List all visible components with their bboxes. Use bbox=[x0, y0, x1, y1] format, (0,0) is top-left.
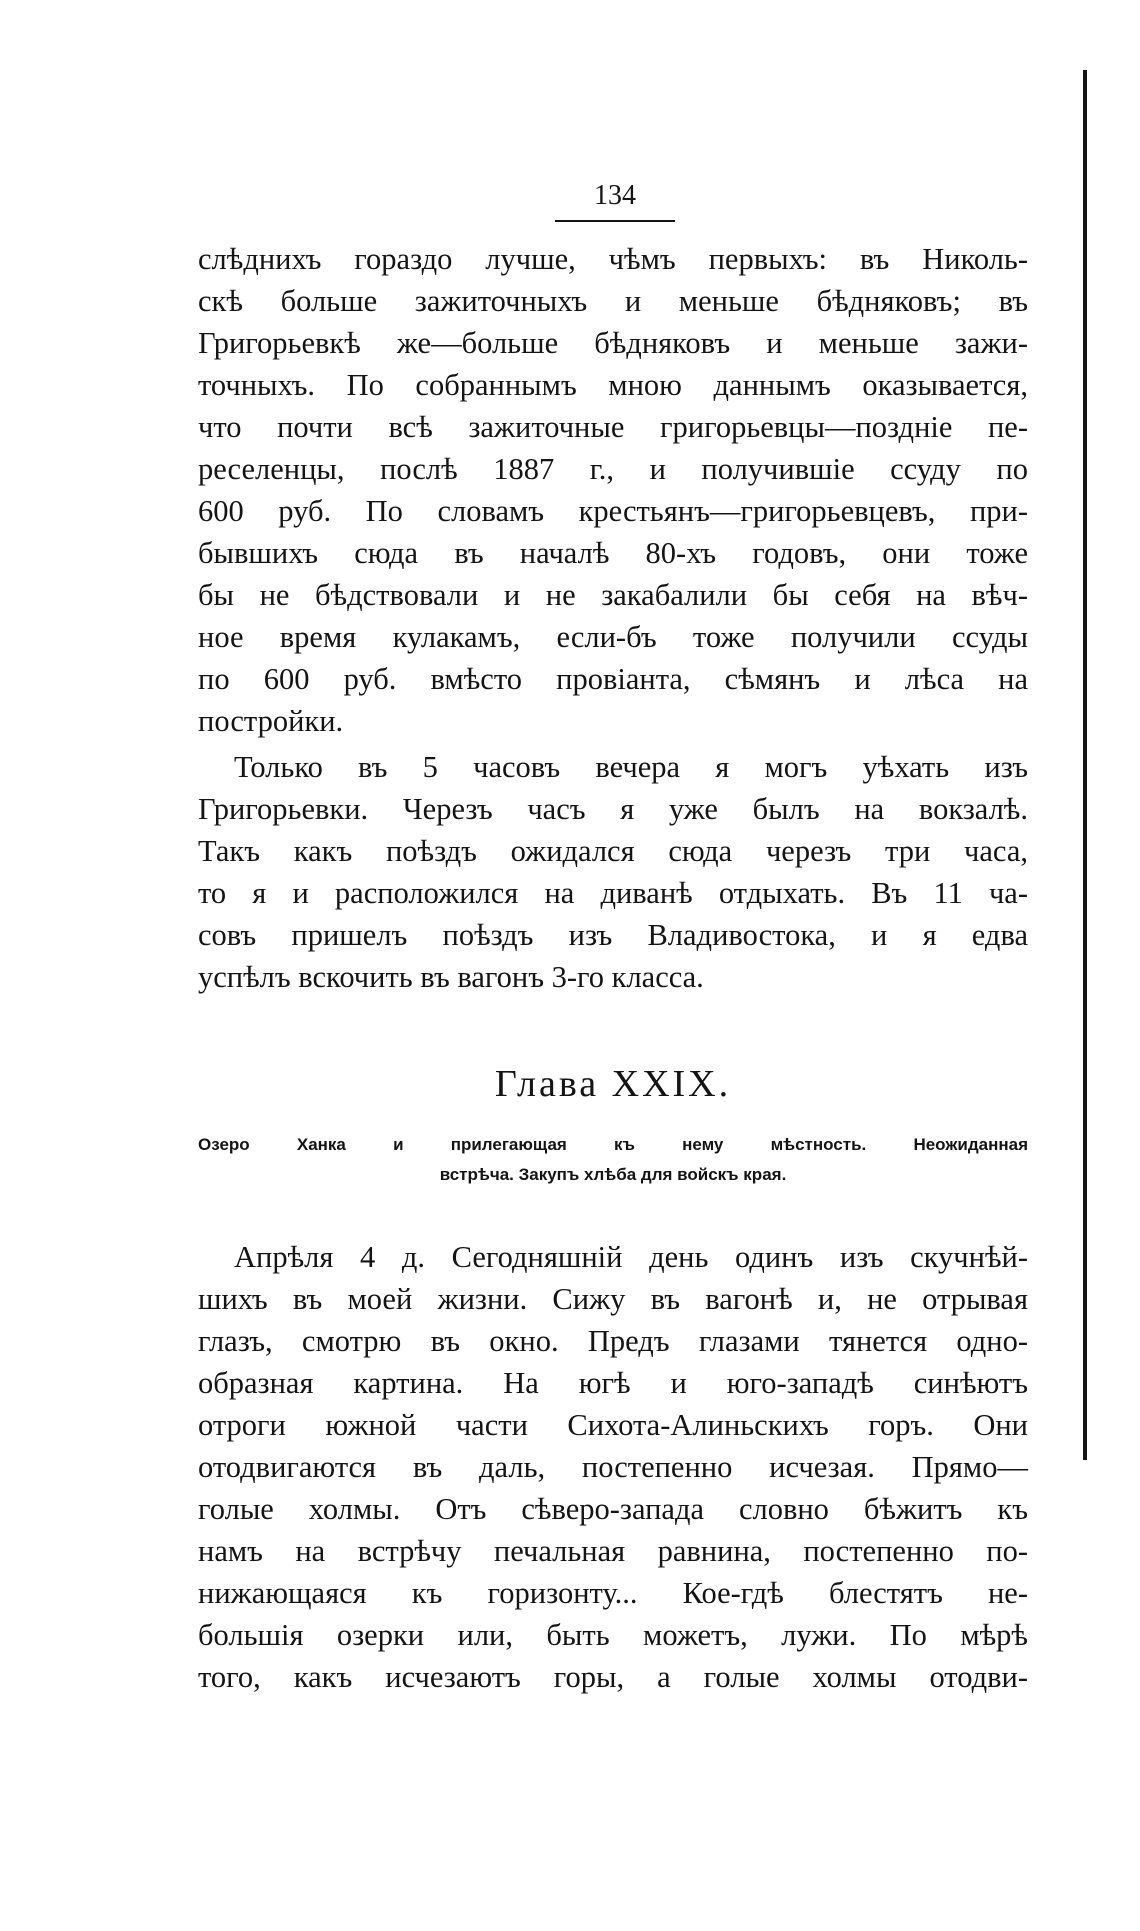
text-line: намъ на встрѣчу печальная равнина, постепенно по- bbox=[198, 1534, 1028, 1568]
summary-line: Озеро Ханка и прилегающая къ нему мѣстность. Неожиданная bbox=[198, 1135, 1028, 1154]
text-line: Григорьевкѣ же—больше бѣдняковъ и меньше зажи- bbox=[198, 326, 1028, 360]
text-line: Только въ 5 часовъ вечера я могъ уѣхать изъ bbox=[234, 750, 1028, 784]
chapter-title: Глава XXIX. bbox=[494, 1063, 732, 1105]
text-line: того, какъ исчезаютъ горы, а голые холмы отодви- bbox=[198, 1660, 1028, 1694]
paragraph-2 bbox=[198, 746, 1028, 998]
text-line: совъ пришелъ поѣздъ изъ Владивостока, и я едва bbox=[198, 918, 1028, 952]
text-line: успѣлъ вскочить въ вагонъ 3-го класса. bbox=[198, 960, 704, 994]
text-line: отроги южной части Сихота-Алиньскихъ горъ. Они bbox=[198, 1408, 1028, 1442]
chapter-summary bbox=[198, 1130, 1028, 1190]
text-line: большія озерки или, быть можетъ, лужи. По мѣрѣ bbox=[198, 1618, 1028, 1652]
text-line: бывшихъ сюда въ началѣ 80-хъ годовъ, они тоже bbox=[198, 536, 1028, 570]
text-line: голые холмы. Отъ сѣверо-запада словно бѣжитъ къ bbox=[198, 1492, 1028, 1526]
text-line: отодвигаются въ даль, постепенно исчезая. Прямо— bbox=[198, 1450, 1028, 1484]
text-line: слѣднихъ гораздо лучше, чѣмъ первыхъ: въ Николь- bbox=[198, 242, 1028, 276]
text-line: шихъ въ моей жизни. Сижу въ вагонѣ и, не отрывая bbox=[198, 1282, 1028, 1316]
text-line: по 600 руб. вмѣсто провіанта, сѣмянъ и лѣса на bbox=[198, 662, 1028, 696]
text-line: точныхъ. По собраннымъ мною даннымъ оказывается, bbox=[198, 368, 1028, 402]
text-line: ное время кулакамъ, если-бъ тоже получили ссуды bbox=[198, 620, 1028, 654]
scan-edge-line bbox=[1083, 70, 1087, 1460]
text-line: постройки. bbox=[198, 704, 344, 738]
text-line: что почти всѣ зажиточные григорьевцы—поздніе пе- bbox=[198, 410, 1028, 444]
paragraph-3 bbox=[198, 1236, 1028, 1698]
text-line: Апрѣля 4 д. Сегодняшній день одинъ изъ скучнѣй- bbox=[234, 1240, 1028, 1274]
summary-line: встрѣча. Закупъ хлѣба для войскъ края. bbox=[439, 1165, 787, 1184]
paragraph-1 bbox=[198, 238, 1028, 742]
page-number-rule bbox=[555, 220, 675, 222]
text-line: бы не бѣдствовали и не закабалили бы себя на вѣч- bbox=[198, 578, 1028, 612]
text-line: образная картина. На югѣ и юго-западѣ синѣютъ bbox=[198, 1366, 1028, 1400]
text-line: нижающаяся къ горизонту... Кое-гдѣ блестятъ не- bbox=[198, 1576, 1028, 1610]
text-line: то я и расположился на диванѣ отдыхать. Въ 11 ча- bbox=[198, 876, 1028, 910]
page-number: 134 bbox=[594, 180, 636, 211]
text-line: реселенцы, послѣ 1887 г., и получившіе ссуду по bbox=[198, 452, 1028, 486]
text-line: скѣ больше зажиточныхъ и меньше бѣдняковъ; въ bbox=[198, 284, 1028, 318]
text-line: Григорьевки. Черезъ часъ я уже былъ на вокзалѣ. bbox=[198, 792, 1028, 826]
text-line: 600 руб. По словамъ крестьянъ—григорьевцевъ, при- bbox=[198, 494, 1028, 528]
text-line: глазъ, смотрю въ окно. Предъ глазами тянется одно- bbox=[198, 1324, 1028, 1358]
text-line: Такъ какъ поѣздъ ожидался сюда черезъ три часа, bbox=[198, 834, 1028, 868]
